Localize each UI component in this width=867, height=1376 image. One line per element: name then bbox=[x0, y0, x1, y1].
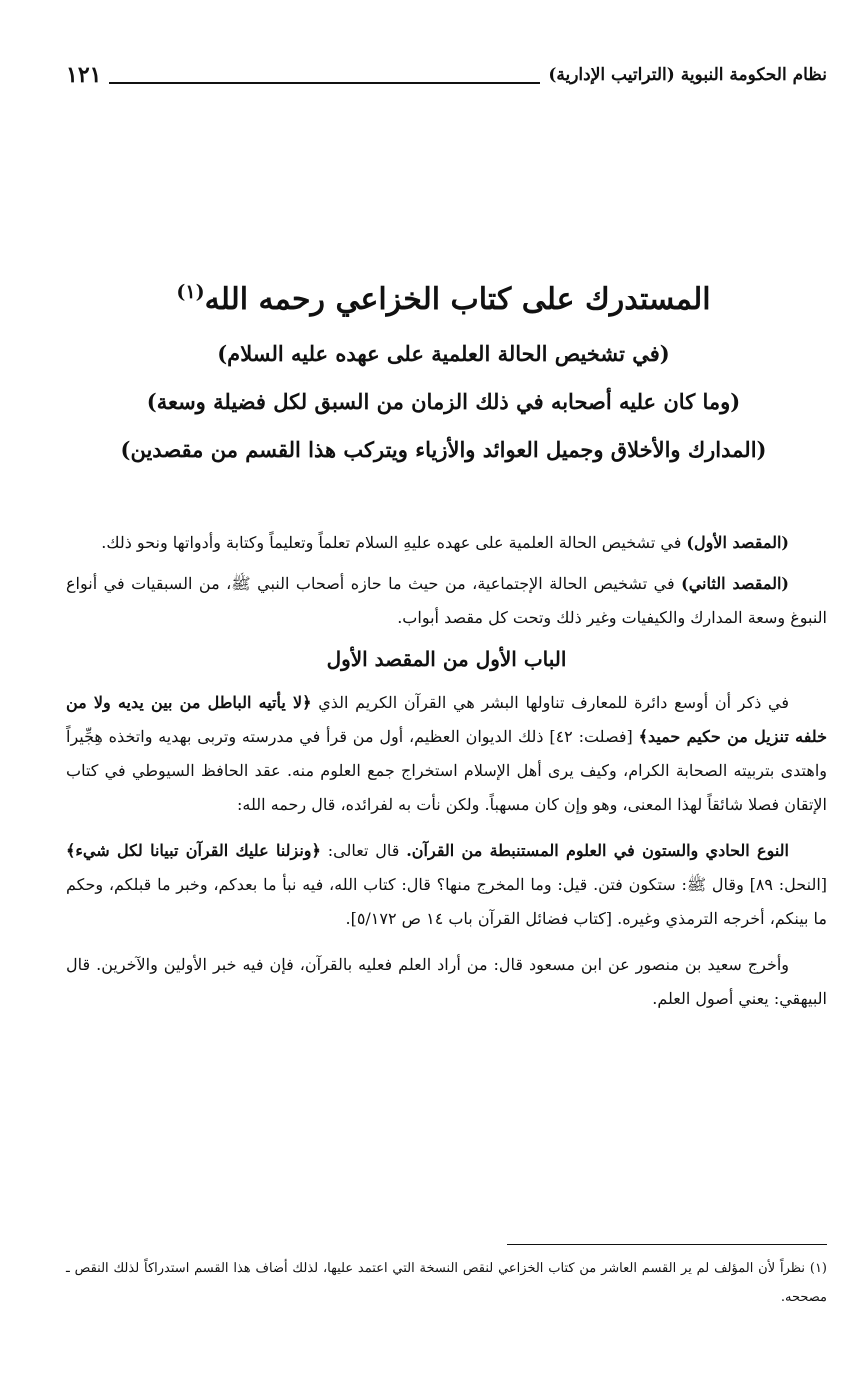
purpose-one-paragraph bbox=[66, 526, 827, 560]
section-heading: الباب الأول من المقصد الأول bbox=[326, 647, 567, 671]
purpose-two-paragraph bbox=[66, 567, 827, 635]
chapter-title-text: المستدرك على كتاب الخزاعي رحمه الله bbox=[204, 282, 711, 317]
paragraph-two-continuation: [النحل: ٨٩] وقال ﷺ: ستكون فتن. قيل: وما المخرج منها؟ قال: كتاب الله، فيه نبأ ما بعدكم، وخبر ما قبلكم، وحكم ما بينكم، أخرجه الترمذي وغيره. [كتاب فضائل القرآن باب ١٤ ص ٥/١٧٢]. bbox=[66, 875, 828, 928]
purpose-two-label: (المقصد الثاني) bbox=[681, 574, 789, 593]
chapter-title bbox=[70, 270, 817, 330]
paragraph-one-quran-verse: ﴿لا يأتيه الباطل من بين يديه ولا من خلفه تنزيل من حكيم حميد﴾ bbox=[66, 693, 827, 746]
footnote-marker: (١) bbox=[176, 281, 205, 303]
paragraph-two-label: النوع الحادي والستون في العلوم المستنبطة من القرآن. bbox=[406, 841, 790, 860]
body-text bbox=[66, 526, 827, 1016]
paragraph-two-middle: قال تعالى: bbox=[320, 841, 407, 860]
header-rule bbox=[109, 82, 540, 84]
footnotes bbox=[66, 1254, 827, 1312]
paragraph-one-continuation: [فصلت: ٤٢] ذلك الديوان العظيم، أول من قرأ في مدرسته وتربى بهديه واتخذه هِجِّيراً واهتدى بتربيته الصحابة الكرام، وكيف يرى أهل الإسلام استخراج جمع العلوم منه. عقد الحافظ السيوطي في كتاب الإتقان فصلا شائقاً لهذا المعنى، وهو وإن كان مسهباً. ولكن نأت به لفرائده، قال رحمه الله: bbox=[66, 727, 827, 814]
paragraph-one-intro: في ذكر أن أوسع دائرة للمعارف تناولها البشر هي القرآن الكريم الذي bbox=[311, 693, 790, 712]
paragraph-one bbox=[66, 686, 827, 822]
purpose-two-text: في تشخيص الحالة الإجتماعية، من حيث ما حازه أصحاب النبي ﷺ، من السبقيات في أنواع النبوغ وسعة المدارك والكيفيات وغير ذلك وتحت كل مقصد أبواب. bbox=[66, 574, 827, 627]
paragraph-two-quran-verse: ﴿ونزلنا عليك القرآن تبيانا لكل شيء﴾ bbox=[66, 841, 321, 860]
running-header bbox=[66, 55, 827, 95]
footnote-1: (١) نظراً لأن المؤلف لم ير القسم العاشر من كتاب الخزاعي لنقص النسخة التي اعتمد عليها، لذلك أضاف هذا القسم استدراكاً لذلك النقص ـ مصححه. bbox=[66, 1261, 827, 1305]
subtitle-line-2: (وما كان عليه أصحابه في ذلك الزمان من السبق لكل فضيلة وسعة) bbox=[146, 389, 741, 414]
page-number: ١٢١ bbox=[66, 62, 102, 88]
footnote-rule bbox=[507, 1244, 827, 1245]
purpose-one-label: (المقصد الأول) bbox=[686, 533, 789, 552]
chapter-headings bbox=[70, 270, 817, 474]
purpose-one-text: في تشخيص الحالة العلمية على عهده عليهِ السلام تعلماً وتعليماً وكتابة وأدواتها ونحو ذلك. bbox=[101, 533, 687, 552]
subtitle-line-1: (في تشخيص الحالة العلمية على عهده عليه السلام) bbox=[217, 341, 670, 366]
running-title: نظام الحكومة النبوية (التراتيب الإدارية) bbox=[548, 64, 827, 85]
paragraph-two bbox=[66, 834, 827, 936]
paragraph-three: وأخرج سعيد بن منصور عن ابن مسعود قال: من أراد العلم فعليه بالقرآن، فإن فيه خبر الأولين والآخرين. قال البيهقي: يعني أصول العلم. bbox=[66, 955, 827, 1008]
subtitle-line-3: (المدارك والأخلاق وجميل العوائد والأزياء ويتركب هذا القسم من مقصدين) bbox=[120, 437, 767, 462]
